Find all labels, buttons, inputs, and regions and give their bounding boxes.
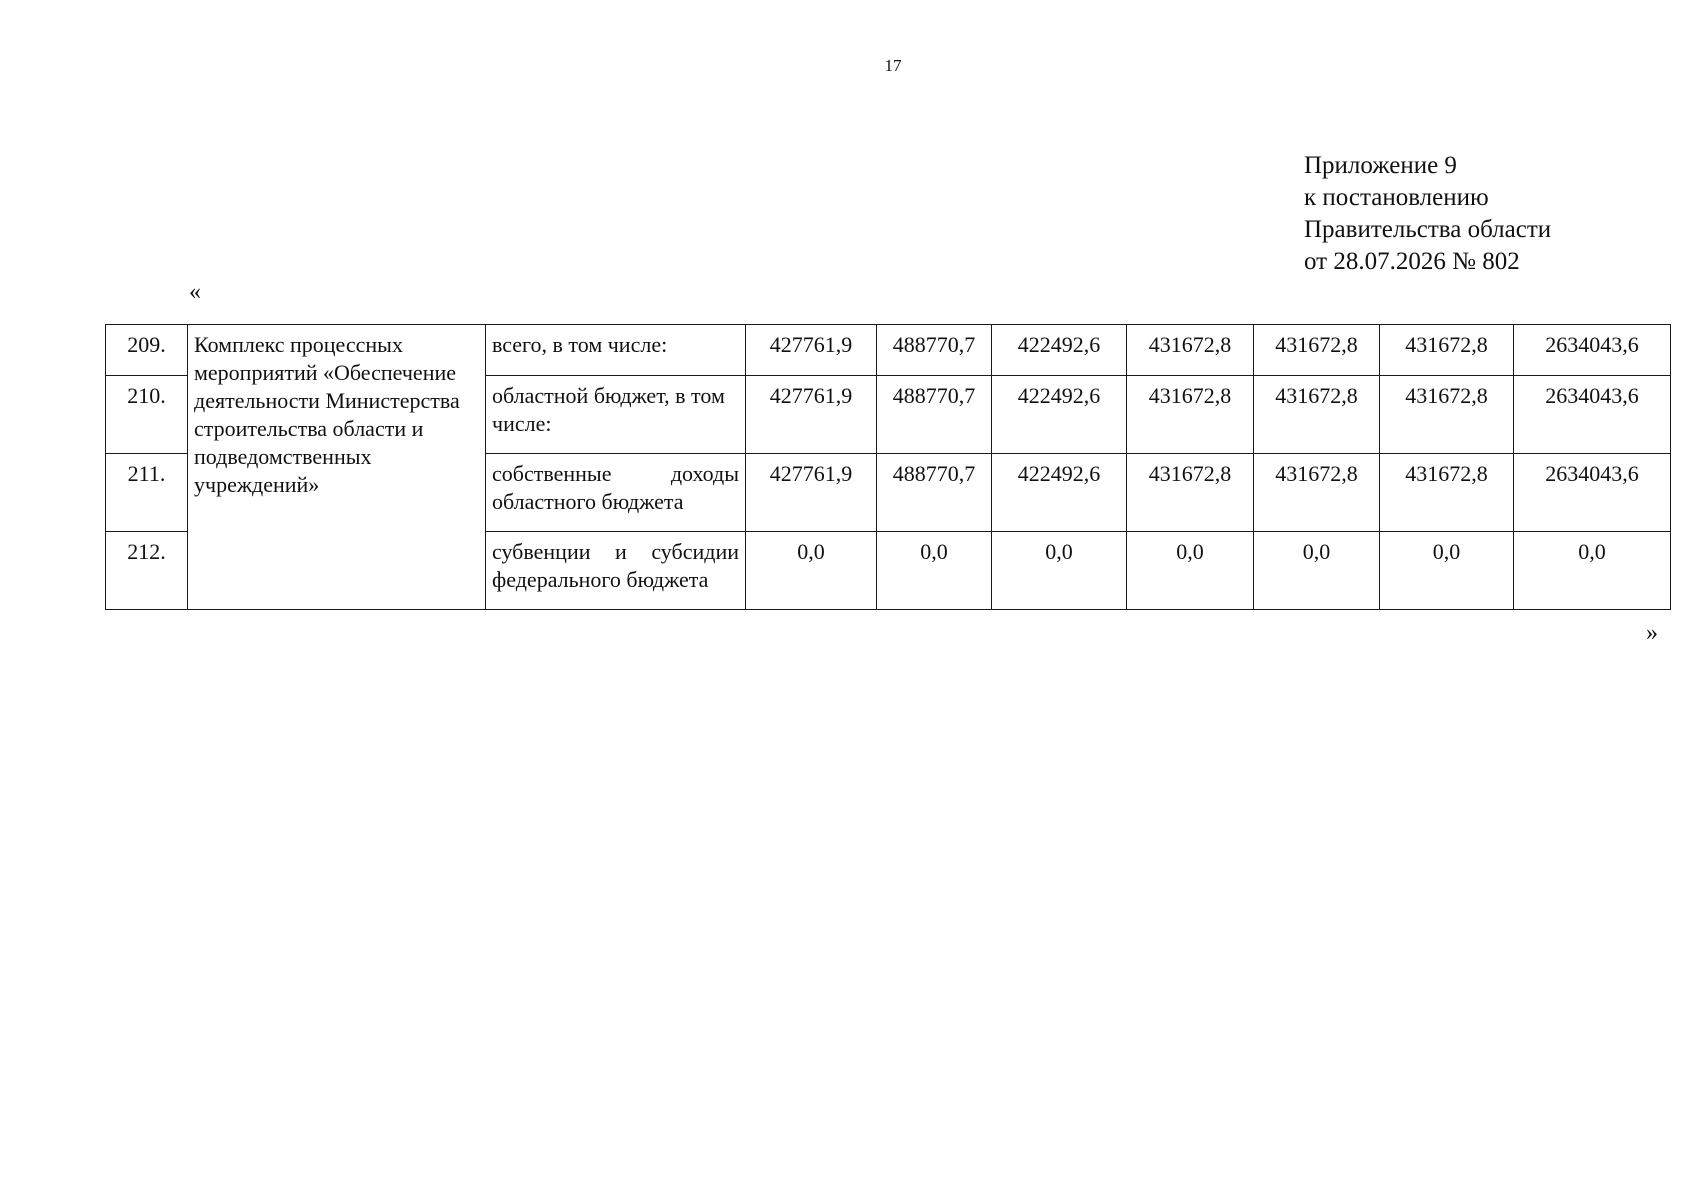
- funding-source: всего, в том числе:: [486, 325, 746, 376]
- row-number: 209.: [106, 325, 188, 376]
- value-cell: 0,0: [1254, 532, 1380, 610]
- funding-source: субвенции и субсидии федерального бюджета: [486, 532, 746, 610]
- value-cell: 431672,8: [1254, 376, 1380, 454]
- row-number: 212.: [106, 532, 188, 610]
- value-cell: 431672,8: [1254, 454, 1380, 532]
- value-cell: 431672,8: [1127, 325, 1254, 376]
- appendix-reference: к постановлению: [1304, 184, 1489, 211]
- value-cell: 488770,7: [877, 454, 992, 532]
- value-cell: 431672,8: [1127, 454, 1254, 532]
- value-cell: 488770,7: [877, 376, 992, 454]
- value-cell: 427761,9: [746, 325, 877, 376]
- value-cell: 2634043,6: [1514, 454, 1671, 532]
- program-description: Комплекс процессных мероприятий «Обеспечение деятельности Министерства строительства области и подведомственных учреждений»: [188, 325, 486, 610]
- value-cell: 2634043,6: [1514, 325, 1671, 376]
- value-cell: 427761,9: [746, 454, 877, 532]
- funding-source: областной бюджет, в том числе:: [486, 376, 746, 454]
- value-cell: 0,0: [1127, 532, 1254, 610]
- appendix-date-number: от 28.07.2026 № 802: [1304, 248, 1520, 275]
- value-cell: 0,0: [1380, 532, 1514, 610]
- value-cell: 431672,8: [1380, 376, 1514, 454]
- value-cell: 422492,6: [992, 376, 1127, 454]
- table-row: [106, 325, 1671, 376]
- budget-table: [105, 324, 1671, 610]
- page-number: 17: [884, 56, 902, 75]
- appendix-issuer: Правительства области: [1304, 216, 1552, 243]
- value-cell: 431672,8: [1380, 454, 1514, 532]
- row-number: 210.: [106, 376, 188, 454]
- row-number: 211.: [106, 454, 188, 532]
- value-cell: 431672,8: [1127, 376, 1254, 454]
- value-cell: 0,0: [746, 532, 877, 610]
- value-cell: 431672,8: [1254, 325, 1380, 376]
- value-cell: 422492,6: [992, 325, 1127, 376]
- value-cell: 427761,9: [746, 376, 877, 454]
- value-cell: 0,0: [992, 532, 1127, 610]
- value-cell: 422492,6: [992, 454, 1127, 532]
- opening-quote: «: [189, 279, 201, 305]
- value-cell: 488770,7: [877, 325, 992, 376]
- funding-source: собственные доходы областного бюджета: [486, 454, 746, 532]
- value-cell: 431672,8: [1380, 325, 1514, 376]
- appendix-header: [1304, 150, 1551, 278]
- closing-quote: »: [1646, 620, 1658, 646]
- value-cell: 2634043,6: [1514, 376, 1671, 454]
- appendix-title: Приложение 9: [1304, 152, 1457, 179]
- value-cell: 0,0: [1514, 532, 1671, 610]
- value-cell: 0,0: [877, 532, 992, 610]
